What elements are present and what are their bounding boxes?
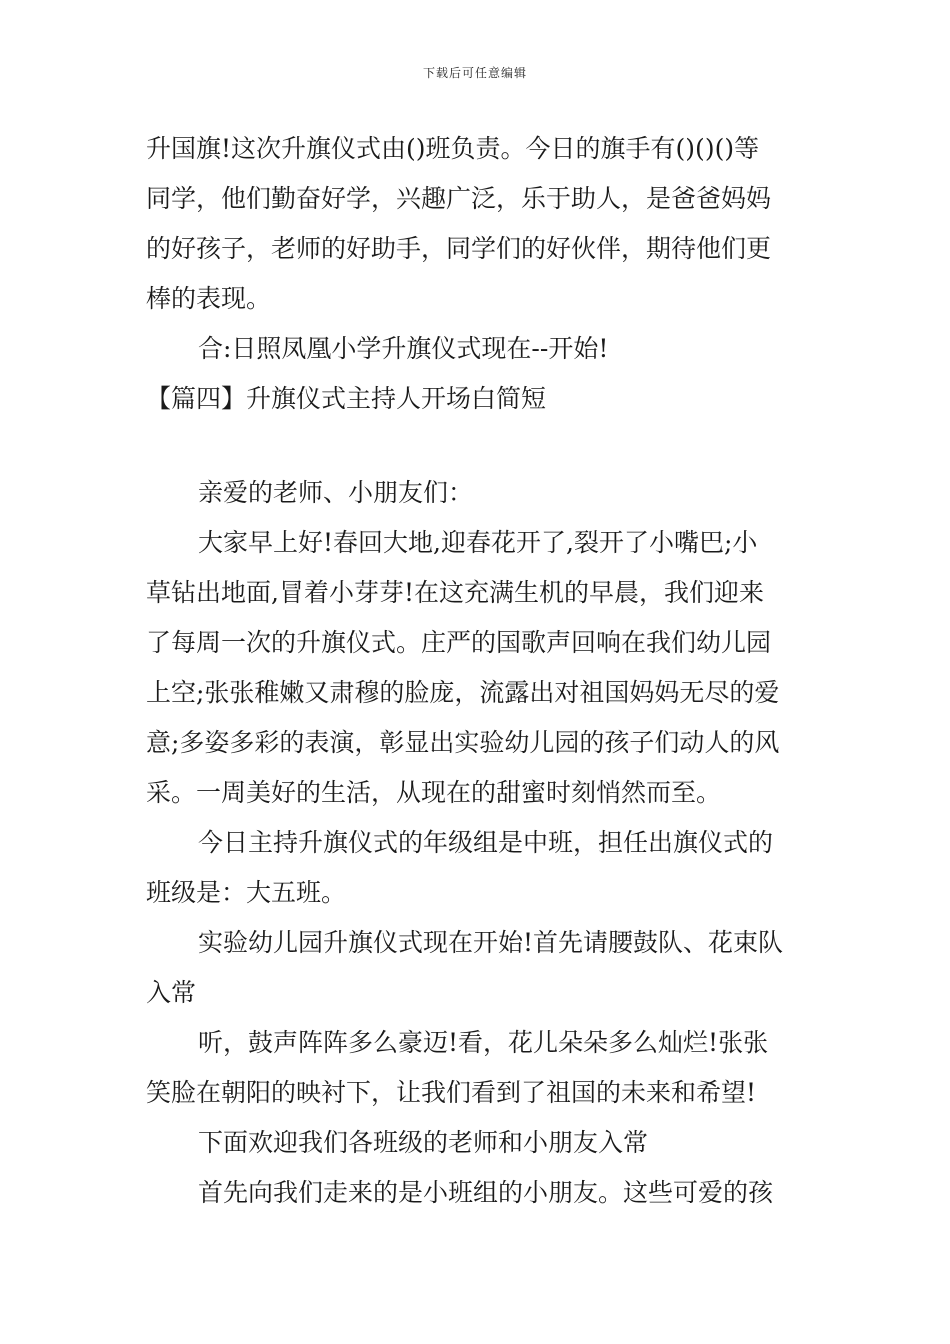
text-line: 今日主持升旗仪式的年级组是中班，担任出旗仪式的 <box>198 828 774 857</box>
text-line: 大家早上好!春回大地,迎春花开了,裂开了小嘴巴;小 <box>198 528 758 557</box>
text-line: 上空;张张稚嫩又肃穆的脸庞，流露出对祖国妈妈无尽的爱 <box>146 678 780 707</box>
text-line: 采。一周美好的生活，从现在的甜蜜时刻悄然而至。 <box>146 778 722 807</box>
page-header: 下载后可任意编辑 <box>422 66 527 80</box>
section-heading: 【篇四】升旗仪式主持人开场白简短 <box>146 384 547 413</box>
text-line: 升国旗!这次升旗仪式由()班负责。今日的旗手有()()()等 <box>146 134 760 163</box>
text-line: 棒的表现。 <box>146 284 272 313</box>
text-line: 听，鼓声阵阵多么豪迈!看，花儿朵朵多么灿烂!张张 <box>198 1028 769 1057</box>
closing-line: 合:日照凤凰小学升旗仪式现在--开始! <box>198 334 609 363</box>
document-body <box>146 124 810 1218</box>
text-line: 首先向我们走来的是小班组的小朋友。这些可爱的孩 <box>198 1178 774 1207</box>
text-line: 的好孩子，老师的好助手，同学们的好伙伴，期待他们更 <box>146 234 772 263</box>
text-line: 草钻出地面,冒着小芽芽!在这充满生机的早晨，我们迎来 <box>146 578 764 607</box>
text-line: 下面欢迎我们各班级的老师和小朋友入常 <box>198 1128 649 1157</box>
text-line: 入常 <box>146 978 197 1007</box>
text-line: 笑脸在朝阳的映衬下，让我们看到了祖国的未来和希望! <box>146 1078 757 1107</box>
greeting-line: 亲爱的老师、小朋友们： <box>198 478 474 507</box>
text-line: 意;多姿多彩的表演，彰显出实验幼儿园的孩子们动人的风 <box>146 728 780 757</box>
text-line: 了每周一次的升旗仪式。庄严的国歌声回响在我们幼儿园 <box>146 628 772 657</box>
text-line: 实验幼儿园升旗仪式现在开始!首先请腰鼓队、花束队 <box>198 928 784 957</box>
text-line: 同学，他们勤奋好学，兴趣广泛，乐于助人，是爸爸妈妈 <box>146 184 772 213</box>
text-line: 班级是：大五班。 <box>146 878 347 907</box>
spacer <box>146 424 810 468</box>
